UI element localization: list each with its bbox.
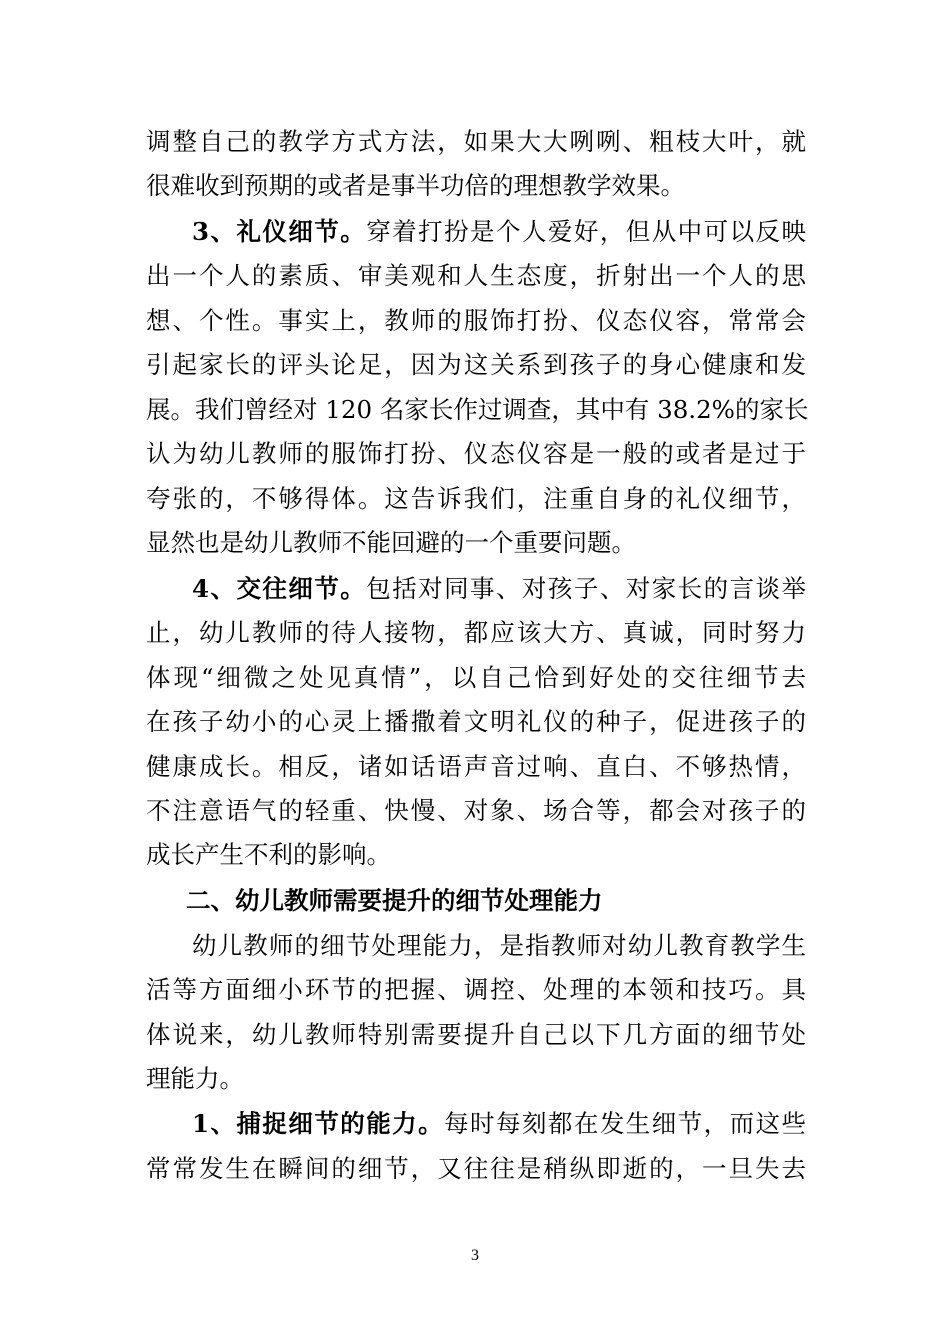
text-line: 认为幼儿教师的服饰打扮、仪态仪容是一般的或者是过于 [146,439,806,468]
text-line: 理能力。 [146,1064,244,1093]
text-line: 很难收到预期的或者是事半功倍的理想教学效果。 [146,171,685,200]
paragraph-first-line: 幼儿教师的细节处理能力，是指教师对幼儿教育教学生 [192,931,806,960]
text-line: 出一个人的素质、审美观和人生态度，折射出一个人的思 [146,261,806,290]
text-line: 常常发生在瞬间的细节，又往往是稍纵即逝的，一旦失去 [146,1154,806,1183]
text-line: 展。我们曾经对 120 名家长作过调查，其中有 38.2%的家长 [146,395,809,424]
text-line: 不注意语气的轻重、快慢、对象、场合等，都会对孩子的 [146,796,806,825]
text-line: 活等方面细小环节的把握、调控、处理的本领和技巧。具 [146,975,806,1004]
text-line: 体现“细微之处见真情”，以自己恰到好处的交往细节去 [146,663,806,692]
page-number: 3 [471,1247,479,1264]
text-line: 引起家长的评头论足，因为这关系到孩子的身心健康和发 [146,350,806,379]
text-line: 在孩子幼小的心灵上播撒着文明礼仪的种子，促进孩子的 [146,707,806,736]
text-line: 调整自己的教学方式方法，如果大大咧咧、粗枝大叶，就 [146,127,806,156]
text-line: 健康成长。相反，诸如话语声音过响、直白、不够热情， [146,752,806,781]
text-line: 体说来，幼儿教师特别需要提升自己以下几方面的细节处 [146,1020,806,1049]
text-run: 每时每刻都在发生细节，而这些 [444,1109,807,1138]
paragraph-first-line [192,212,806,252]
text-line: 显然也是幼儿教师不能回避的一个重要问题。 [146,528,636,557]
section-lead: 4、交往细节。 [192,574,367,603]
text-line: 想、个性。事实上，教师的服饰打扮、仪态仪容，常常会 [146,306,806,335]
text-line: 成长产生不利的影响。 [146,840,391,869]
section-heading: 二、幼儿教师需要提升的细节处理能力 [186,886,603,915]
text-run: 穿着打扮是个人爱好，但从中可以反映 [366,217,807,246]
text-run: 包括对同事、对孩子、对家长的言谈举 [366,574,807,603]
text-line: 止，幼儿教师的待人接物，都应该大方、真诚，同时努力 [146,618,806,647]
text-line: 夸张的，不够得体。这告诉我们，注重自身的礼仪细节， [146,484,806,513]
paragraph-first-line [192,569,806,609]
paragraph-first-line [192,1104,806,1144]
section-lead: 1、捕捉细节的能力。 [192,1109,445,1138]
section-lead: 3、礼仪细节。 [192,217,367,246]
